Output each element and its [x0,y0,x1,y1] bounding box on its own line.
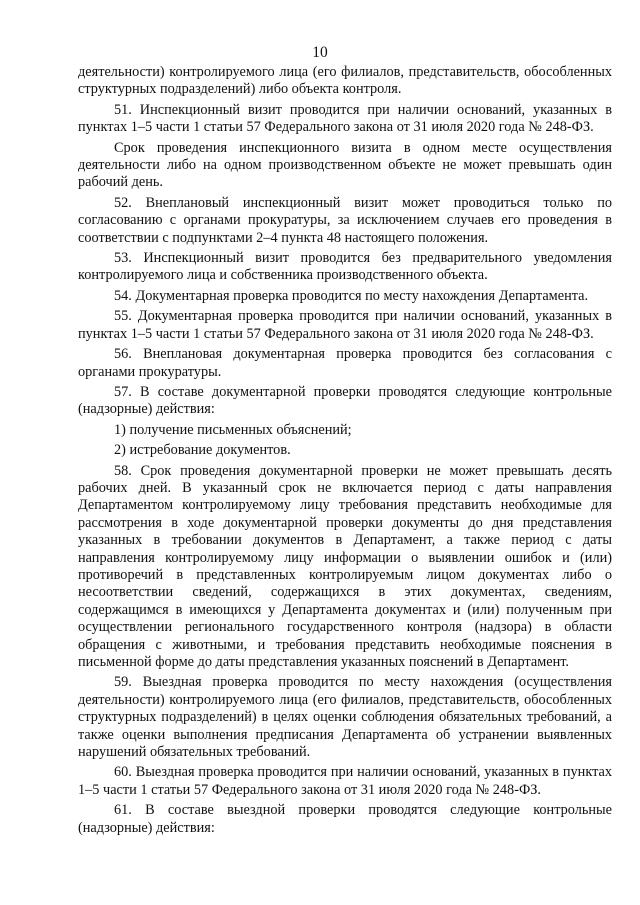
paragraph-58: 58. Срок проведения документарной проверки не может превышать десять рабочих дней. В указанный срок не включается период с даты направления Департаментом контролируемому лицу требования представить необходимые для рассмотрения в ходе документарной проверки документы до дня представления указанных в требовании документов в Департамент, а также период с даты направления контролируемому лицу информации о выявлении ошибок и (или) противоречий в представленных контролируемым лицом документах либо о несоответствии сведений, содержащихся в этих документах, сведениям, содержащимся в имеющихся у Департамента документах и (или) полученным при осуществлении регионального государственного контроля (надзора) в области обращения с животными, и требования представить необходимые пояснения в письменной форме до даты представления указанных пояснений в Департамент. [78,462,612,670]
paragraph-continuation: деятельности) контролируемого лица (его филиалов, представительств, обособленных структурных подразделений) либо объекта контроля. [78,64,612,98]
document-body [78,64,612,837]
list-item-2: 2) истребование документов. [114,442,291,459]
paragraph-60: 60. Выездная проверка проводится при наличии оснований, указанных в пунктах 1–5 части 1 статьи 57 Федерального закона от 31 июля 2020 года № 248-ФЗ. [78,764,612,798]
page-number: 10 [312,44,328,61]
paragraph-61: 61. В составе выездной проверки проводятся следующие контрольные (надзорные) действия: [78,802,612,836]
paragraph-54: 54. Документарная проверка проводится по месту нахождения Департамента. [114,287,589,304]
paragraph-53: 53. Инспекционный визит проводится без предварительного уведомления контролируемого лица и собственника производственного объекта. [78,250,612,284]
list-item-1: 1) получение письменных объяснений; [114,421,352,438]
paragraph-52: 52. Внеплановый инспекционный визит может проводиться только по согласованию с органами прокуратуры, за исключением случаев его проведения в соответствии с подпунктами 2–4 пункта 48 настоящего положения. [78,194,612,246]
paragraph-inspection-duration: Срок проведения инспекционного визита в одном месте осуществления деятельности либо на одном производственном объекте не может превышать один рабочий день. [78,139,612,191]
paragraph-55: 55. Документарная проверка проводится при наличии оснований, указанных в пунктах 1–5 части 1 статьи 57 Федерального закона от 31 июля 2020 года № 248-ФЗ. [78,308,612,342]
paragraph-51: 51. Инспекционный визит проводится при наличии оснований, указанных в пунктах 1–5 части 1 статьи 57 Федерального закона от 31 июля 2020 года № 248-ФЗ. [78,101,612,136]
paragraph-59: 59. Выездная проверка проводится по месту нахождения (осуществления деятельности) контролируемого лица (его филиалов, представительств, обособленных структурных подразделений) в целях оценки соблюдения обязательных требований, а также оценки выполнения предписания Департамента об устранении выявленных нарушений обязательных требований. [78,674,612,761]
paragraph-56: 56. Внеплановая документарная проверка проводится без согласования с органами прокуратуры. [78,346,612,380]
paragraph-57: 57. В составе документарной проверки проводятся следующие контрольные (надзорные) действия: [78,383,612,418]
